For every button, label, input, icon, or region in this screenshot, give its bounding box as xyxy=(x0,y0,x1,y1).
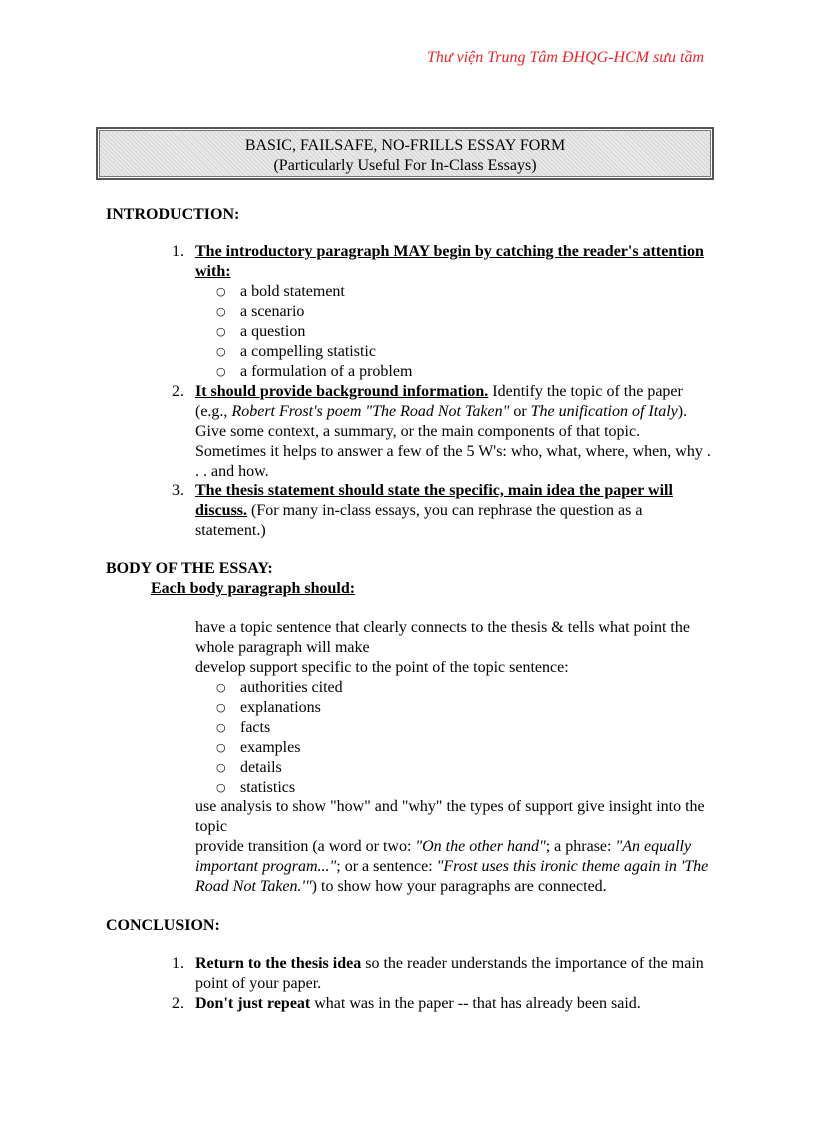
title-box xyxy=(96,127,714,180)
body-point-4 xyxy=(195,837,715,897)
list-item: ○ details xyxy=(195,758,715,778)
intro-item-3 xyxy=(172,481,715,541)
title-line-2: (Particularly Useful For In-Class Essays) xyxy=(273,157,537,174)
intro-item-3-text: (For many in-class essays, you can rephrase the question as a statement.) xyxy=(195,502,643,539)
body-subheading: Each body paragraph should: xyxy=(151,580,356,597)
list-item: ○ facts xyxy=(195,718,715,738)
conclusion-item-1-lead: Return to the thesis idea xyxy=(195,955,362,972)
library-watermark: Thư viện Trung Tâm ĐHQG-HCM sưu tầm xyxy=(427,49,705,66)
introduction-heading: INTRODUCTION: xyxy=(106,206,240,223)
conclusion-item-1-text: so the reader understands the importance of the main point of your paper. xyxy=(195,955,704,992)
body-point-4-example: "On the other hand" xyxy=(415,838,546,855)
list-item: ○ a bold statement xyxy=(195,282,715,302)
intro-item-2-number: 2. xyxy=(172,383,184,400)
body-point-4-text: ; or a sentence: xyxy=(336,858,437,875)
intro-item-1 xyxy=(172,242,715,282)
intro-item-3-lead: The thesis statement should state the specific, main idea the paper will discuss. xyxy=(195,482,673,519)
conclusion-item-2-text: what was in the paper -- that has already been said. xyxy=(310,995,641,1012)
body-point-4-text: provide transition (a word or two: xyxy=(195,838,416,855)
conclusion-item-2-number: 2. xyxy=(172,995,184,1012)
intro-item-1-lead: The introductory paragraph MAY begin by catching the reader's attention with: xyxy=(195,243,704,280)
intro-item-2-text: Identify the topic of the paper (e.g., xyxy=(195,383,683,420)
list-item: ○ examples xyxy=(195,738,715,758)
conclusion-item-1-number: 1. xyxy=(172,955,184,972)
body-point-4-text: ; a phrase: xyxy=(545,838,616,855)
intro-item-2-text: or xyxy=(509,403,531,420)
intro-item-1-number: 1. xyxy=(172,243,184,260)
intro-item-2-text: ). Give some context, a summary, or the main components of that topic. Sometimes it helps to answer a few of the 5 W's: who, what, where, when, why . . . and how. xyxy=(195,403,711,480)
list-item: ○ a question xyxy=(195,322,715,342)
body-point-3: use analysis to show "how" and "why" the types of support give insight into the topic xyxy=(195,798,705,835)
list-item: ○ a formulation of a problem xyxy=(195,362,715,382)
body-point-2: develop support specific to the point of the topic sentence: xyxy=(195,659,569,676)
intro-hook-list xyxy=(195,282,715,382)
body-point-4-example: "Frost uses this ironic theme again in 'The Road Not Taken.'" xyxy=(195,858,709,895)
list-item: ○ a compelling statistic xyxy=(195,342,715,362)
list-item: ○ a scenario xyxy=(195,302,715,322)
conclusion-heading: CONCLUSION: xyxy=(106,917,220,934)
title-line-1: BASIC, FAILSAFE, NO-FRILLS ESSAY FORM xyxy=(244,137,566,154)
intro-item-3-number: 3. xyxy=(172,482,184,499)
body-point-1: have a topic sentence that clearly connects to the thesis & tells what point the whole paragraph will make xyxy=(195,619,690,656)
list-item: ○ authorities cited xyxy=(195,678,715,698)
intro-item-2-lead: It should provide background information. xyxy=(195,383,489,400)
list-item: ○ explanations xyxy=(195,698,715,718)
intro-item-2 xyxy=(172,382,715,482)
body-point-4-text: ) to show how your paragraphs are connected. xyxy=(311,878,607,895)
conclusion-item-1 xyxy=(172,954,715,994)
body-heading: BODY OF THE ESSAY: xyxy=(106,560,273,577)
intro-item-2-example-1: Robert Frost's poem "The Road Not Taken" xyxy=(231,403,510,420)
list-item: ○ statistics xyxy=(195,778,715,798)
intro-item-2-example-2: The unification of Italy xyxy=(530,403,678,420)
conclusion-item-2 xyxy=(172,994,715,1014)
conclusion-item-2-lead: Don't just repeat xyxy=(195,995,311,1012)
body-point-4-example: "An equally important program..." xyxy=(195,838,692,875)
support-type-list xyxy=(195,678,715,798)
